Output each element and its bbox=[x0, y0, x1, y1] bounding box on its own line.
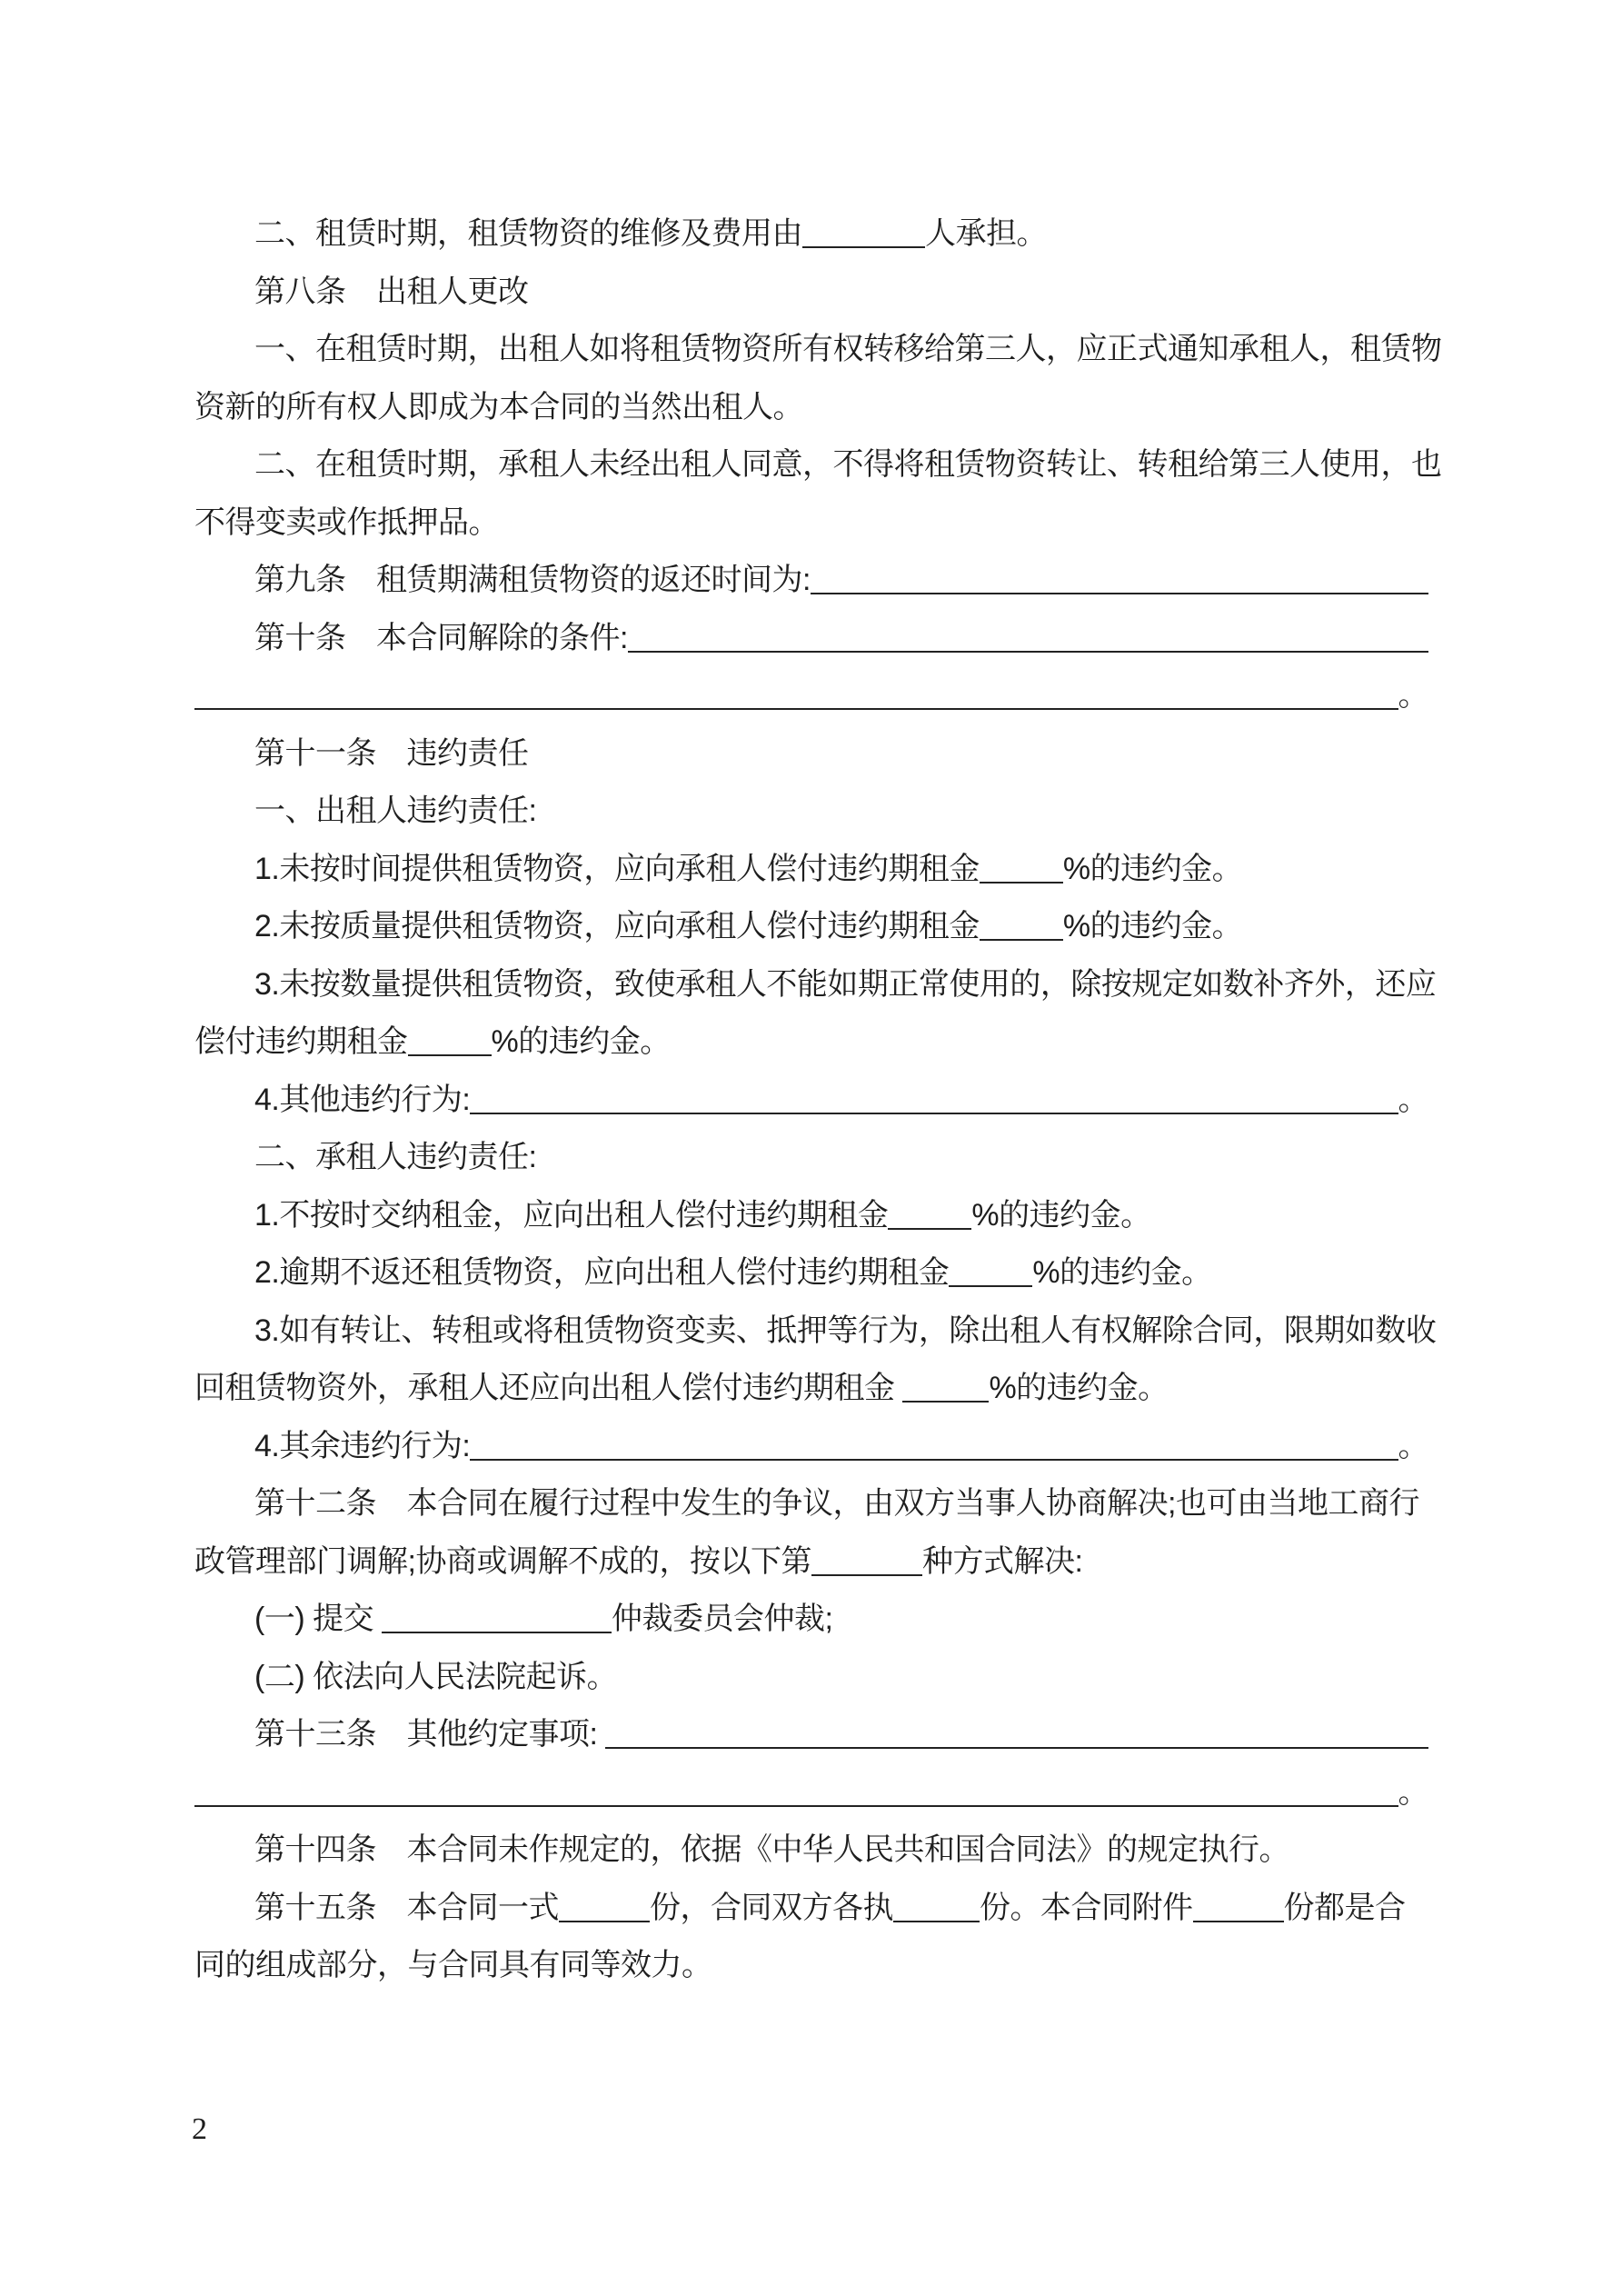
blank-field bbox=[888, 1187, 971, 1230]
contract-text: 第九条 租赁期满租赁物资的返还时间为: bbox=[254, 563, 811, 597]
contract-text: 二、承租人违约责任: bbox=[254, 1140, 537, 1174]
contract-text: (二) 依法向人民法院起诉。 bbox=[254, 1659, 618, 1694]
contract-text: 。 bbox=[1398, 1082, 1428, 1117]
contract-text: 。 bbox=[1398, 678, 1428, 713]
contract-text: 回租赁物资外，承租人还应向出租人偿付违约期租金 bbox=[194, 1371, 903, 1405]
contract-line bbox=[194, 1244, 1428, 1303]
contract-line bbox=[194, 552, 1428, 610]
contract-text: 1.未按时间提供租赁物资，应向承租人偿付违约期租金 bbox=[254, 851, 980, 886]
contract-line bbox=[194, 783, 1428, 841]
blank-field bbox=[980, 841, 1063, 883]
contract-text: 。 bbox=[1398, 1774, 1428, 1810]
blank-field bbox=[194, 667, 1398, 710]
contract-text: 偿付违约期租金 bbox=[194, 1024, 408, 1059]
contract-line bbox=[194, 379, 1428, 437]
contract-line bbox=[194, 1533, 1428, 1592]
contract-line bbox=[194, 1187, 1428, 1245]
blank-field bbox=[811, 1533, 922, 1576]
contract-text: %的违约金。 bbox=[1062, 909, 1243, 943]
contract-line bbox=[194, 1706, 1428, 1764]
contract-text: %的违约金。 bbox=[989, 1371, 1169, 1405]
blank-field bbox=[408, 1013, 492, 1056]
blank-field bbox=[980, 898, 1063, 941]
contract-text: 仲裁委员会仲裁; bbox=[612, 1602, 833, 1636]
blank-field bbox=[811, 552, 1428, 594]
contract-line bbox=[194, 1303, 1437, 1361]
blank-field bbox=[1193, 1880, 1284, 1922]
contract-text: 份，合同双方各执 bbox=[650, 1890, 893, 1925]
blank-field bbox=[902, 1360, 989, 1403]
contract-line bbox=[194, 956, 1437, 1014]
contract-text: 第十二条 本合同在履行过程中发生的争议，由双方当事人协商解决;也可由当地工商行 bbox=[254, 1486, 1419, 1521]
contract-text: %的违约金。 bbox=[491, 1024, 671, 1059]
blank-field bbox=[382, 1591, 612, 1633]
contract-line bbox=[194, 1129, 1428, 1187]
contract-text: 第十三条 其他约定事项: bbox=[254, 1717, 606, 1752]
contract-text: 第八条 出租人更改 bbox=[254, 274, 529, 309]
blank-field bbox=[559, 1880, 650, 1922]
contract-text: 第十五条 本合同一式 bbox=[254, 1890, 559, 1925]
contract-text: 一、出租人违约责任: bbox=[254, 794, 537, 828]
contract-line bbox=[194, 725, 1428, 784]
contract-text: 2.逾期不返还租赁物资，应向出租人偿付违约期租金 bbox=[254, 1255, 950, 1290]
contract-line bbox=[194, 1591, 1428, 1649]
contract-text: 3.如有转让、转租或将租赁物资变卖、抵押等行为，除出租人有权解除合同，限期如数收 bbox=[254, 1313, 1437, 1348]
contract-text: 人承担。 bbox=[925, 216, 1047, 251]
contract-line bbox=[194, 1072, 1428, 1130]
contract-text: 1.不按时交纳租金，应向出租人偿付违约期租金 bbox=[254, 1197, 889, 1233]
contract-text: 同的组成部分，与合同具有同等效力。 bbox=[194, 1948, 712, 1982]
contract-text: 不得变卖或作抵押品。 bbox=[194, 504, 499, 540]
contract-line bbox=[194, 667, 1428, 725]
contract-text: 第十一条 违约责任 bbox=[254, 735, 529, 771]
contract-line bbox=[194, 436, 1442, 494]
contract-text: 4.其余违约行为: bbox=[254, 1428, 471, 1463]
blank-field bbox=[893, 1880, 980, 1922]
contract-text: 。 bbox=[1398, 1428, 1428, 1463]
contract-text: 4.其他违约行为: bbox=[254, 1082, 471, 1117]
contract-line bbox=[194, 610, 1428, 668]
contract-text: %的违约金。 bbox=[971, 1197, 1151, 1233]
contract-line bbox=[194, 1360, 1428, 1418]
contract-text: 政管理部门调解;协商或调解不成的，按以下第 bbox=[194, 1543, 811, 1579]
contract-text: (一) 提交 bbox=[254, 1602, 383, 1636]
contract-line bbox=[194, 1475, 1428, 1533]
contract-text: 一、在租赁时期，出租人如将租赁物资所有权转移给第三人，应正式通知承租人，租赁物 bbox=[254, 332, 1442, 366]
blank-field bbox=[802, 205, 925, 248]
contract-text: 资新的所有权人即成为本合同的当然出租人。 bbox=[194, 389, 803, 424]
contract-line bbox=[194, 1418, 1428, 1476]
contract-line bbox=[194, 1937, 1428, 1995]
contract-line bbox=[194, 1822, 1428, 1880]
contract-line bbox=[194, 1649, 1428, 1707]
page-number: 2 bbox=[192, 2112, 207, 2146]
contract-text: 第十条 本合同解除的条件: bbox=[254, 620, 628, 655]
blank-field bbox=[949, 1244, 1032, 1287]
contract-line bbox=[194, 205, 1428, 264]
blank-field bbox=[470, 1418, 1398, 1461]
contract-line bbox=[194, 321, 1442, 379]
contract-line bbox=[194, 494, 1428, 553]
contract-text: 份都是合 bbox=[1283, 1890, 1406, 1925]
blank-field bbox=[605, 1706, 1428, 1749]
contract-text: 二、在租赁时期，承租人未经出租人同意，不得将租赁物资转让、转租给第三人使用，也 bbox=[254, 447, 1442, 482]
contract-text: 种方式解决: bbox=[921, 1543, 1083, 1579]
contract-line bbox=[194, 1013, 1428, 1072]
contract-line bbox=[194, 898, 1428, 956]
contract-line bbox=[194, 1764, 1428, 1822]
contract-line bbox=[194, 264, 1428, 322]
contract-text: 2.未按质量提供租赁物资，应向承租人偿付违约期租金 bbox=[254, 909, 980, 943]
contract-line bbox=[194, 841, 1428, 899]
blank-field bbox=[470, 1072, 1398, 1114]
contract-text: 二、租赁时期，租赁物资的维修及费用由 bbox=[254, 216, 802, 251]
contract-line bbox=[194, 1880, 1428, 1938]
contract-body bbox=[194, 205, 1442, 1995]
contract-text: 第十四条 本合同未作规定的，依据《中华人民共和国合同法》的规定执行。 bbox=[254, 1832, 1289, 1867]
contract-text: %的违约金。 bbox=[1062, 851, 1243, 886]
blank-field bbox=[194, 1764, 1398, 1807]
contract-text: %的违约金。 bbox=[1032, 1255, 1212, 1290]
blank-field bbox=[628, 610, 1428, 653]
contract-text: 份。本合同附件 bbox=[980, 1890, 1193, 1925]
contract-text: 3.未按数量提供租赁物资，致使承租人不能如期正常使用的，除按规定如数补齐外，还应 bbox=[254, 966, 1437, 1002]
